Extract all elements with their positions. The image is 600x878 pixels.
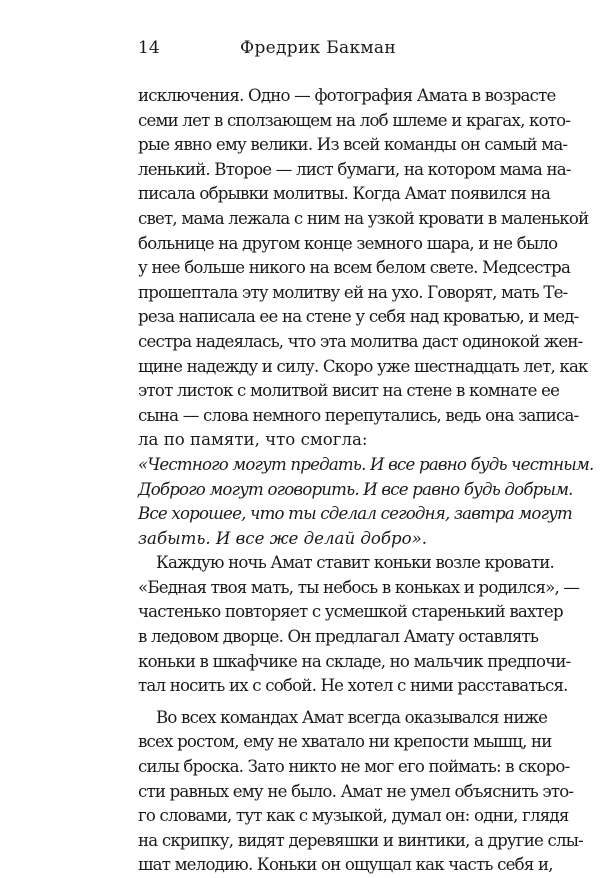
prayer-line: Все хорошее, что ты сделал сегодня, завтра могут [138, 504, 572, 524]
page-number: 14 [138, 38, 160, 58]
text-line: силы броска. Зато никто не мог его поймать: в скоро- [138, 757, 570, 777]
text-line: на скрипку, видят деревяшки и винтики, а другие слы- [138, 830, 583, 850]
text-line: больнице на другом конце земного шара, и не было [138, 233, 558, 253]
text-line: сына — слова немного перепутались, ведь она записа- [138, 405, 579, 425]
text-line: частенько повторяет с усмешкой старенький вахтер [138, 602, 563, 622]
text-line: Во всех командах Амат всегда оказывался ниже [156, 707, 548, 727]
text-line: писала обрывки молитвы. Когда Амат появился на [138, 184, 551, 204]
body-text [138, 84, 594, 878]
text-line: всех ростом, ему не хватало ни крепости мышц, ни [138, 732, 552, 752]
paragraph-2 [138, 551, 580, 699]
text-line: реза написала ее на стене у себя над кроватью, и мед- [138, 307, 579, 327]
text-line: сестра надеялась, что эта молитва даст одинокой жен- [138, 331, 583, 351]
text-line: щине надежду и силу. Скоро уже шестнадцать лет, как [138, 356, 588, 376]
prayer-quote [138, 453, 594, 551]
text-line: шат мелодию. Коньки он ощущал как часть себя и, [138, 855, 553, 875]
text-line: Каждую ночь Амат ставит коньки возле кровати. [156, 553, 554, 573]
text-line: в ледовом дворце. Он предлагал Амату оставлять [138, 627, 539, 647]
paragraph-gap [138, 699, 498, 706]
prayer-line: Доброго могут оговорить. И все равно будь добрым. [138, 479, 573, 499]
text-line: этот листок с молитвой висит на стене в комнате ее [138, 381, 560, 401]
text-line: го словами, тут как с музыкой, думал он: одни, глядя [138, 806, 569, 826]
text-line: рые явно ему велики. Из всей команды он самый ма- [138, 135, 568, 155]
text-line: «Бедная твоя мать, ты небось в коньках и родился», — [138, 577, 580, 597]
paragraph-3 [138, 706, 583, 878]
text-line: коньки в шкафчике на складе, но мальчик предпочи- [138, 651, 571, 671]
paragraph-1 [138, 84, 589, 453]
page-header [138, 38, 498, 60]
text-line: ла по памяти, что смогла: [138, 430, 368, 450]
prayer-line: «Честного могут предать. И все равно будь честным. [138, 454, 594, 474]
text-line: сти равных ему не было. Амат не умел объяснить это- [138, 781, 574, 801]
text-line: семи лет в сползающем на лоб шлеме и крагах, кото- [138, 110, 571, 130]
text-line: свет, мама лежала с ним на узкой кровати в маленькой [138, 208, 589, 228]
text-line: ленький. Второе — лист бумаги, на котором мама на- [138, 159, 571, 179]
running-title: Фредрик Бакман [240, 38, 396, 58]
prayer-line: забыть. И все же делай добро». [138, 528, 428, 548]
text-line: прошептала эту молитву ей на ухо. Говорят, мать Те- [138, 282, 568, 302]
text-line: исключения. Одно — фотография Амата в возрасте [138, 86, 556, 105]
text-line: у нее больше никого на всем белом свете. Медсестра [138, 258, 571, 278]
text-line: тал носить их с собой. Не хотел с ними расставаться. [138, 676, 568, 696]
